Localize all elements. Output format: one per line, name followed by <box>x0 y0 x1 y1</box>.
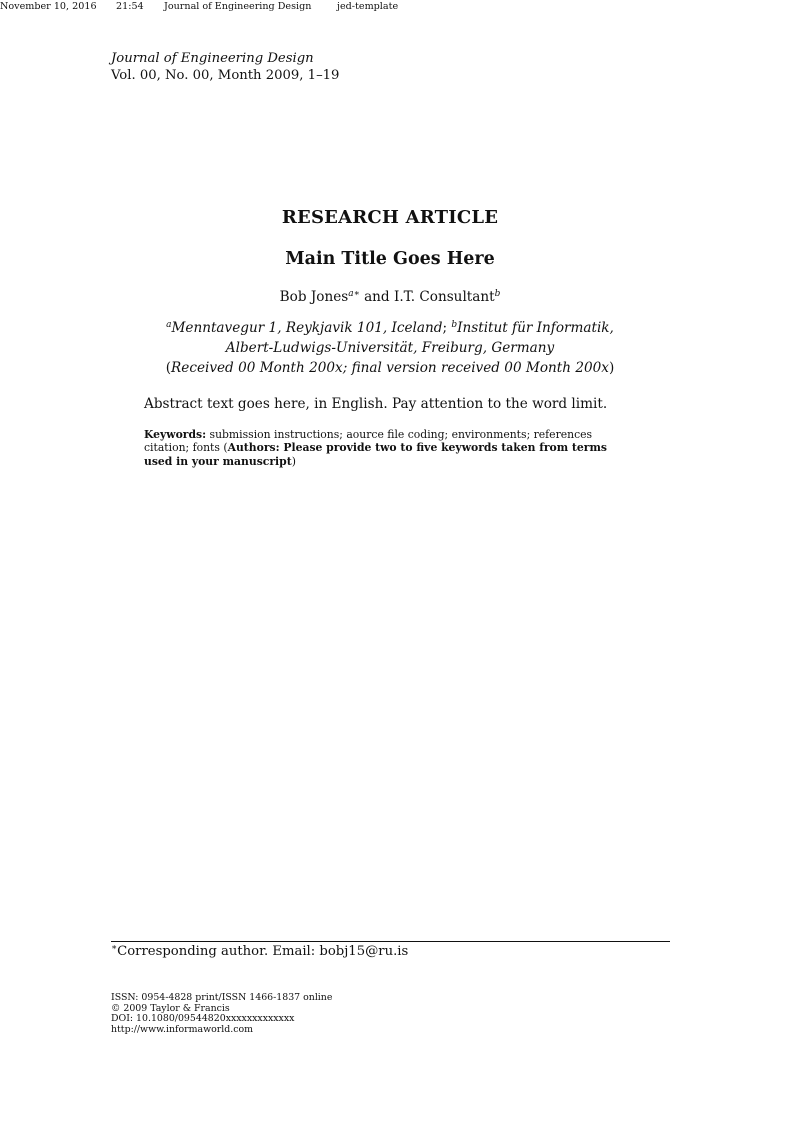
affiliation-mark: a <box>166 320 172 330</box>
keywords-label: Keywords: <box>144 428 207 441</box>
affiliation-a: Menntavegur 1, Reykjavik 101, Iceland <box>171 320 443 336</box>
keywords <box>144 428 636 468</box>
author-name: Bob Jones <box>279 289 349 305</box>
affiliation-separator: ; <box>442 320 452 336</box>
article-type: RESEARCH ARTICLE <box>281 207 499 228</box>
copyright-line: © 2009 Taylor & Francis <box>111 1002 230 1014</box>
footnote-divider <box>111 941 670 942</box>
affiliation-line <box>111 318 669 338</box>
affiliation-b-line1: Institut für Informatik, <box>457 320 614 336</box>
author-name: I.T. Consultant <box>393 289 495 305</box>
keywords-note-open: ( <box>223 441 228 455</box>
affiliations <box>111 318 669 378</box>
abstract: Abstract text goes here, in English. Pay attention to the word limit. <box>144 396 608 412</box>
running-head-template: jed-template <box>337 1 399 12</box>
paren-close: ) <box>608 360 615 376</box>
author-mark: b <box>494 289 501 299</box>
running-head-journal: Journal of Engineering Design <box>164 1 312 12</box>
received-text: Received 00 Month 200x; final version received 00 Month 200x <box>171 360 609 376</box>
journal-volume: Vol. 00, No. 00, Month 2009, 1–19 <box>111 68 340 83</box>
doi-line: DOI: 10.1080/09544820xxxxxxxxxxxxx <box>111 1013 295 1025</box>
footnote-mark: ∗ <box>111 943 118 953</box>
author-separator: and <box>359 289 394 305</box>
corresponding-author-footnote <box>111 944 408 959</box>
running-head-time: 21:54 <box>116 1 144 12</box>
author-mark: a∗ <box>348 289 360 299</box>
affiliation-b-line2: Albert-Ludwigs-Universität, Freiburg, Germany <box>225 340 555 356</box>
imprint-block <box>111 993 332 1035</box>
keywords-author-note: Authors: Please provide two to five keywords taken from terms used in your manuscript <box>144 441 607 468</box>
running-head-date: November 10, 2016 <box>0 1 97 12</box>
url-line: http://www.informaworld.com <box>111 1023 254 1035</box>
paper-title: Main Title Goes Here <box>285 249 495 269</box>
journal-name: Journal of Engineering Design <box>111 51 314 66</box>
keywords-note-close: ) <box>291 454 296 468</box>
received-dates <box>111 358 669 378</box>
affiliation-line <box>111 338 669 358</box>
issn-line: ISSN: 0954-4828 print/ISSN 1466-1837 online <box>111 992 333 1003</box>
footnote-text: Corresponding author. Email: bobj15@ru.is <box>117 944 409 959</box>
journal-info <box>111 50 339 84</box>
paren-open: ( <box>165 360 172 376</box>
keywords-text: submission instructions; aource file coding; environments; references citation; fonts <box>144 428 593 455</box>
author-line <box>111 289 669 305</box>
affiliation-mark: b <box>451 320 458 330</box>
